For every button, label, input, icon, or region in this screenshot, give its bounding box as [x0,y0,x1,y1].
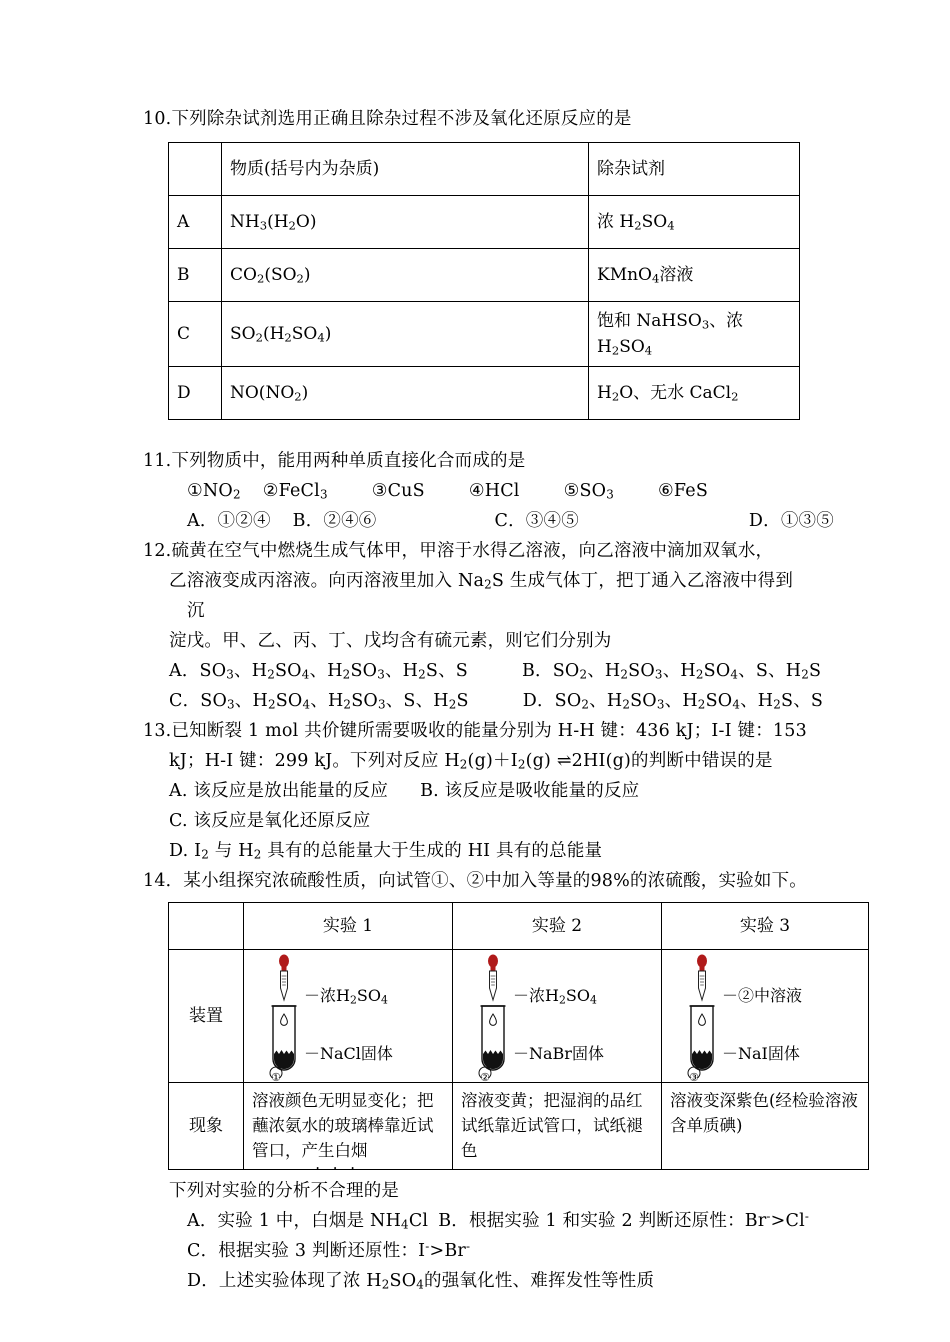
q14-apparatus-labels-1 [304,954,434,1078]
question-10-table [168,142,800,420]
page-content [143,104,858,1296]
q13-stem-text-1: 已知断裂 1 mol 共价键所需要吸收的能量分别为 H-H 键：436 kJ；I-I 键：153 [171,721,807,741]
tube-number-1: ① [271,1071,281,1084]
q12-number: 12. [143,541,172,561]
q14-phenomenon-3: 溶液变深紫色(经检验溶液含单质碘) [662,1083,869,1170]
q10-row-substance-a: $NH_3(H_2O)$ [222,196,589,249]
question-14-stem [143,866,823,896]
q10-row-substance-c: $SO_2(H_2SO_4)$ [222,302,589,367]
q14-rowlabel-apparatus: 装置 [169,950,244,1083]
q14-stem-text: 某小组探究浓硫酸性质，向试管①、②中加入等量的98%的浓硫酸，实验如下。 [183,871,807,891]
apparatus-label-bottom-3: －NaI固体 [722,1044,800,1063]
q12-stem-line3: 沉 [187,601,205,621]
q13-stem-line2: kJ；H-I 键：299 kJ。下列对反应 $H_2(g)+I_2(g)$ ⇌2HI(g)的判断中错误的是 [169,751,773,772]
q14-header-exp1: 实验 1 [244,903,453,950]
q10-row-substance-b: $CO_2(SO_2)$ [222,249,589,302]
q12-option-c: C．$SO_3$、$H_2SO_4$、$H_2SO_3$、S、$H_2S$ [169,691,469,712]
q12-stem-line2: 乙溶液变成丙溶液。向丙溶液里加入 $Na_2S$ 生成气体丁，把丁通入乙溶液中得到 [169,571,794,592]
q11-options: A．①②④ B．②④⑥ C．③④⑤ D．①③⑤ [187,511,834,531]
q14-rowlabel-phenomenon: 现象 [169,1083,244,1170]
table-header-row [169,903,869,950]
q10-number: 10. [143,109,172,129]
apparatus-label-top-2: －浓$H_2SO_4$ [513,986,597,1007]
table-header-row [169,143,800,196]
q14-options-row-1 [143,1206,823,1236]
q14-prompt-suffix: 的是 [363,1181,400,1201]
q10-header-blank [169,143,222,196]
q10-row-label-a: A [169,196,222,249]
q14-option-c: C．根据实验 3 判断还原性：I->Br- [187,1239,471,1261]
table-row [169,302,800,367]
apparatus-label-top-3: －②中溶液 [722,986,803,1005]
q12-option-a: A．$SO_3$、$H_2SO_4$、$H_2SO_3$、$H_2S$、S [169,661,468,682]
table-row [169,249,800,302]
q14-apparatus-row [169,950,869,1083]
q14-apparatus-cell-3 [662,950,869,1083]
test-tube-apparatus-icon [473,954,513,1084]
tube-number-3: ③ [689,1071,699,1084]
q14-number: 14． [143,871,184,891]
q14-apparatus-cell-2 [453,950,662,1083]
q14-header-exp2: 实验 2 [453,903,662,950]
tube-number-2: ② [480,1071,490,1084]
q14-analysis-prompt [143,1176,823,1206]
q14-option-a: A．实验 1 中，白烟是 $NH_4Cl$ [187,1211,429,1232]
q10-row-label-b: B [169,249,222,302]
q11-items: $①NO_2$ ②FeCl$_3$ ③CuS ④HCl $⑤SO_3$ ⑥FeS [187,481,709,502]
q10-row-reagent-a: 浓 $H_2SO_4$ [589,196,800,249]
q10-row-label-d: D [169,367,222,420]
question-10-stem [143,104,823,134]
q10-row-label-c: C [169,302,222,367]
q10-header-reagent: 除杂试剂 [589,143,800,196]
q14-option-d: D．上述实验体现了浓 $H_2SO_4$的强氧化性、难挥发性等性质 [187,1271,655,1292]
q12-option-b: B．$SO_2$、$H_2SO_3$、$H_2SO_4$、S、$H_2S$ [521,661,822,682]
q13-options-row-1 [143,776,823,806]
q10-stem-text: 下列除杂试剂选用正确且除杂过程不涉及氧化还原反应的是 [171,109,632,129]
q14-phenomenon-1: 溶液颜色无明显变化；把蘸浓氨水的玻璃棒靠近试管口，产生白烟 [244,1083,453,1170]
q12-option-d: D．$SO_2$、$H_2SO_3$、$H_2SO_4$、$H_2S$、S [522,691,824,712]
q10-row-reagent-d: $H_2O$、无水 CaCl$_2$ [589,367,800,420]
q10-row-reagent-b: KMnO$_4$溶液 [589,249,800,302]
question-13-stem-line1 [143,716,823,746]
q13-option-d: D. $I_2$ 与 $H_2$ 具有的总能量大于生成的 HI 具有的总能量 [169,841,603,862]
q12-options-row-2 [143,686,823,716]
q11-stem-text: 下列物质中，能用两种单质直接化合而成的是 [171,451,526,471]
q11-number: 11. [143,451,172,471]
q10-row-substance-d: $NO(NO_2)$ [222,367,589,420]
q14-apparatus-cell-1 [244,950,453,1083]
q10-header-substance: 物质(括号内为杂质) [222,143,589,196]
apparatus-label-bottom-2: －NaBr固体 [513,1044,604,1063]
q12-stem-line4: 淀戊。甲、乙、丙、丁、戊均含有硫元素，则它们分别为 [169,631,612,651]
q14-apparatus-labels-3 [722,954,852,1078]
q13-option-b: B. 该反应是吸收能量的反应 [420,781,640,801]
q13-option-c: C. 该反应是氧化还原反应 [169,811,371,831]
table-row [169,367,800,420]
q14-option-b: B．根据实验 1 和实验 2 判断还原性：Br->Cl- [438,1209,810,1231]
apparatus-label-bottom-1: －NaCl固体 [304,1044,393,1063]
table-row [169,196,800,249]
question-12-stem-line1 [143,536,823,566]
question-14-table [168,902,869,1170]
question-11-stem [143,446,823,476]
q14-header-exp3: 实验 3 [662,903,869,950]
q14-phenomenon-2: 溶液变黄；把湿润的品红试纸靠近试管口，试纸褪色 [453,1083,662,1170]
test-tube-apparatus-icon [682,954,722,1084]
q14-apparatus-labels-2 [513,954,643,1078]
q14-prompt-emphasis: · · · 不合理 [311,1176,364,1206]
q14-header-blank [169,903,244,950]
q14-prompt-prefix: 下列对实验的分析 [169,1181,311,1201]
q13-number: 13. [143,721,172,741]
test-tube-apparatus-icon [264,954,304,1084]
q12-stem-text-1: 硫黄在空气中燃烧生成气体甲，甲溶于水得乙溶液，向乙溶液中滴加双氧水， [171,541,774,561]
q13-option-a: A. 该反应是放出能量的反应 [169,781,389,801]
q12-options-row-1 [143,656,823,686]
apparatus-label-top-1: －浓$H_2SO_4$ [304,986,388,1007]
q14-phenomena-row [169,1083,869,1170]
q10-row-reagent-c: 饱和 NaHSO$_3$、浓 $H_2SO_4$ [589,302,800,367]
